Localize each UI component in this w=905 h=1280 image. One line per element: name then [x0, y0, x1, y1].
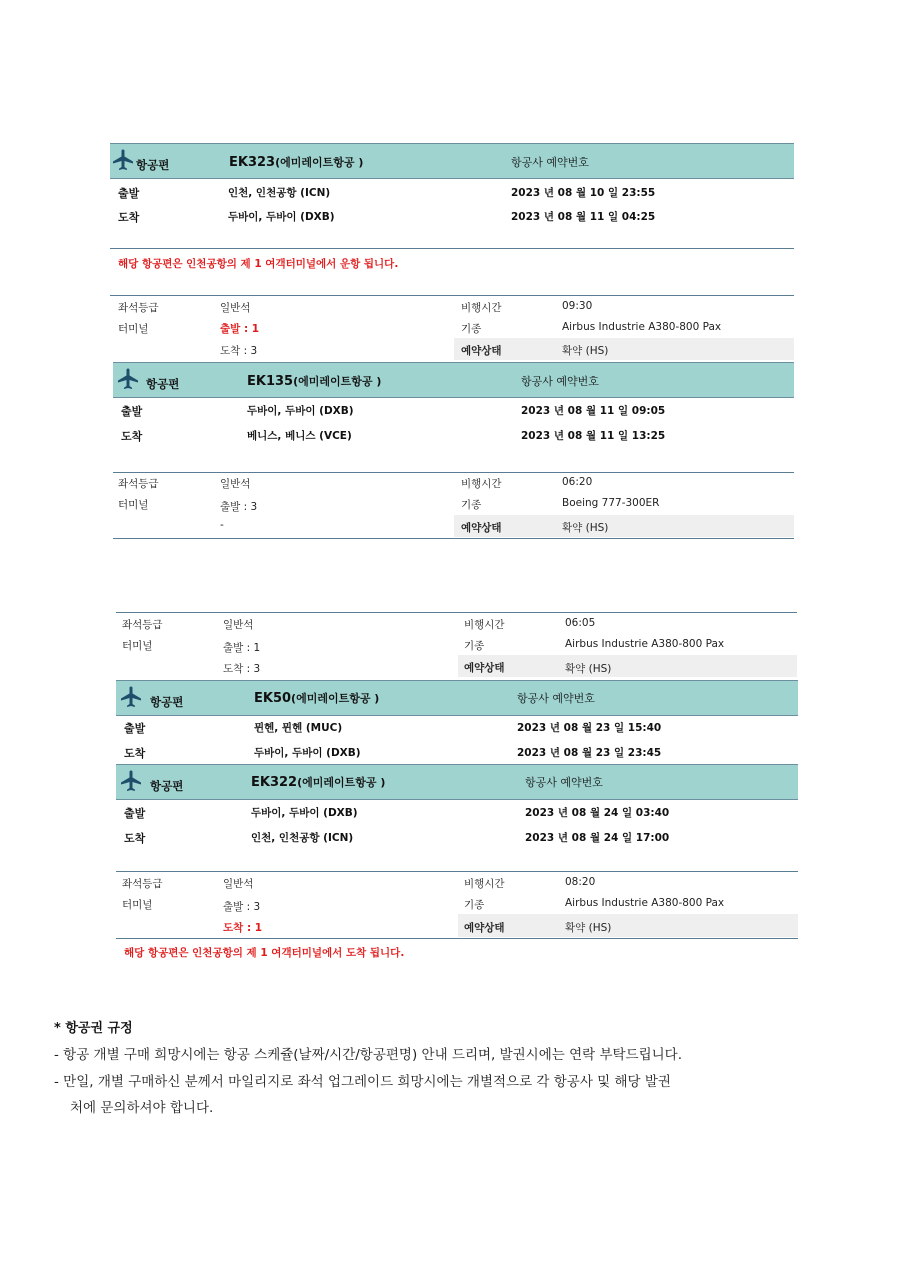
- duration-value: 08:20: [565, 876, 596, 888]
- depart-airport: 뮌헨, 뮌헨 (MUC): [254, 722, 343, 734]
- flight-code: EK135(에미레이트항공 ): [247, 374, 382, 389]
- terminal-label: 터미널: [122, 640, 153, 652]
- terminal-arrive: -: [220, 519, 224, 531]
- rules-line: - 만일, 개별 구매하신 분께서 마일리지로 좌석 업그레이드 희망시에는 개별적으로 각 항공사 및 해당 발권: [54, 1074, 671, 1090]
- divider: [110, 295, 794, 296]
- plane-icon: [119, 685, 143, 709]
- status-row-bg: [454, 338, 794, 360]
- arrive-time: 2023 년 08 월 23 일 23:45: [517, 747, 662, 759]
- terminal-label: 터미널: [122, 899, 153, 911]
- divider: [116, 871, 798, 872]
- flight-code: EK50(에미레이트항공 ): [254, 691, 380, 706]
- rules-line: - 항공 개별 구매 희망시에는 항공 스케쥴(날짜/시간/항공편명) 안내 드리며, 발권시에는 연락 부탁드립니다.: [54, 1047, 683, 1063]
- terminal-arrive: 도착 : 3: [223, 663, 261, 675]
- duration-label: 비행시간: [464, 878, 505, 890]
- depart-label: 출발: [124, 722, 146, 735]
- flight-header-band: [110, 143, 794, 179]
- arrive-label: 도착: [118, 211, 140, 224]
- rules-line: 처에 문의하셔야 합니다.: [70, 1100, 214, 1116]
- flight-label: 항공편: [146, 377, 180, 391]
- flight-header-band: [116, 680, 798, 716]
- aircraft-value: Airbus Industrie A380-800 Pax: [565, 638, 725, 650]
- divider: [116, 938, 798, 939]
- terminal-depart: 출발 : 3: [220, 501, 258, 513]
- terminal-arrive: 도착 : 1: [223, 922, 263, 934]
- depart-label: 출발: [124, 807, 146, 820]
- seat-class-value: 일반석: [223, 878, 254, 890]
- arrive-airport: 두바이, 두바이 (DXB): [254, 747, 361, 759]
- flight-header-band: [116, 764, 798, 800]
- arrive-time: 2023 년 08 월 11 일 13:25: [521, 430, 666, 442]
- arrive-time: 2023 년 08 월 24 일 17:00: [525, 832, 670, 844]
- status-row-bg: [458, 914, 798, 937]
- arrive-airport: 베니스, 베니스 (VCE): [247, 430, 352, 442]
- flight-label: 항공편: [136, 158, 170, 172]
- plane-icon: [119, 769, 143, 793]
- divider: [113, 472, 794, 473]
- divider: [113, 538, 794, 539]
- plane-icon: [111, 148, 135, 172]
- duration-label: 비행시간: [464, 619, 505, 631]
- seat-class-label: 좌석등급: [122, 619, 163, 631]
- depart-airport: 인천, 인천공항 (ICN): [228, 187, 331, 199]
- depart-airport: 두바이, 두바이 (DXB): [247, 405, 354, 417]
- aircraft-label: 기종: [464, 899, 485, 911]
- terminal-depart: 출발 : 1: [223, 642, 261, 654]
- status-label: 예약상태: [464, 662, 505, 674]
- arrive-label: 도착: [121, 430, 143, 443]
- seat-class-value: 일반석: [220, 478, 251, 490]
- terminal-notice: 해당 항공편은 인천공항의 제 1 여객터미널에서 도착 됩니다.: [124, 947, 405, 959]
- status-row-bg: [454, 515, 794, 537]
- status-row-bg: [458, 655, 797, 677]
- duration-value: 09:30: [562, 300, 593, 312]
- divider: [116, 612, 797, 613]
- flight-header-band: [113, 362, 794, 398]
- booking-ref-label: 항공사 예약번호: [521, 375, 599, 388]
- status-value: 확약 (HS): [562, 345, 609, 357]
- aircraft-value: Airbus Industrie A380-800 Pax: [562, 321, 722, 333]
- seat-class-label: 좌석등급: [118, 478, 159, 490]
- arrive-label: 도착: [124, 747, 146, 760]
- status-label: 예약상태: [464, 922, 505, 934]
- depart-label: 출발: [121, 405, 143, 418]
- duration-value: 06:20: [562, 476, 593, 488]
- aircraft-value: Boeing 777-300ER: [562, 497, 660, 509]
- duration-label: 비행시간: [461, 302, 502, 314]
- booking-ref-label: 항공사 예약번호: [511, 156, 589, 169]
- status-label: 예약상태: [461, 522, 502, 534]
- flight-label: 항공편: [150, 695, 184, 709]
- terminal-depart: 출발 : 1: [220, 323, 260, 335]
- divider: [110, 248, 794, 249]
- rules-title: * 항공권 규정: [54, 1021, 133, 1036]
- flight-code: EK322(에미레이트항공 ): [251, 775, 386, 790]
- flight-label: 항공편: [150, 779, 184, 793]
- terminal-arrive: 도착 : 3: [220, 345, 258, 357]
- booking-ref-label: 항공사 예약번호: [517, 692, 595, 705]
- seat-class-value: 일반석: [220, 302, 251, 314]
- terminal-notice: 해당 항공편은 인천공항의 제 1 여객터미널에서 운항 됩니다.: [118, 258, 399, 270]
- seat-class-value: 일반석: [223, 619, 254, 631]
- duration-value: 06:05: [565, 617, 596, 629]
- arrive-airport: 인천, 인천공항 (ICN): [251, 832, 354, 844]
- status-value: 확약 (HS): [562, 522, 609, 534]
- arrive-label: 도착: [124, 832, 146, 845]
- terminal-depart: 출발 : 3: [223, 901, 261, 913]
- booking-ref-label: 항공사 예약번호: [525, 776, 603, 789]
- status-value: 확약 (HS): [565, 922, 612, 934]
- terminal-label: 터미널: [118, 499, 149, 511]
- flight-code: EK323(에미레이트항공 ): [229, 155, 364, 170]
- aircraft-value: Airbus Industrie A380-800 Pax: [565, 897, 725, 909]
- terminal-label: 터미널: [118, 323, 149, 335]
- depart-time: 2023 년 08 월 24 일 03:40: [525, 807, 670, 819]
- depart-airport: 두바이, 두바이 (DXB): [251, 807, 358, 819]
- seat-class-label: 좌석등급: [118, 302, 159, 314]
- aircraft-label: 기종: [464, 640, 485, 652]
- seat-class-label: 좌석등급: [122, 878, 163, 890]
- depart-time: 2023 년 08 월 10 일 23:55: [511, 187, 656, 199]
- arrive-airport: 두바이, 두바이 (DXB): [228, 211, 335, 223]
- plane-icon: [116, 367, 140, 391]
- status-value: 확약 (HS): [565, 663, 612, 675]
- depart-time: 2023 년 08 월 11 일 09:05: [521, 405, 666, 417]
- status-label: 예약상태: [461, 345, 502, 357]
- aircraft-label: 기종: [461, 499, 482, 511]
- depart-time: 2023 년 08 월 23 일 15:40: [517, 722, 662, 734]
- arrive-time: 2023 년 08 월 11 일 04:25: [511, 211, 656, 223]
- aircraft-label: 기종: [461, 323, 482, 335]
- depart-label: 출발: [118, 187, 140, 200]
- duration-label: 비행시간: [461, 478, 502, 490]
